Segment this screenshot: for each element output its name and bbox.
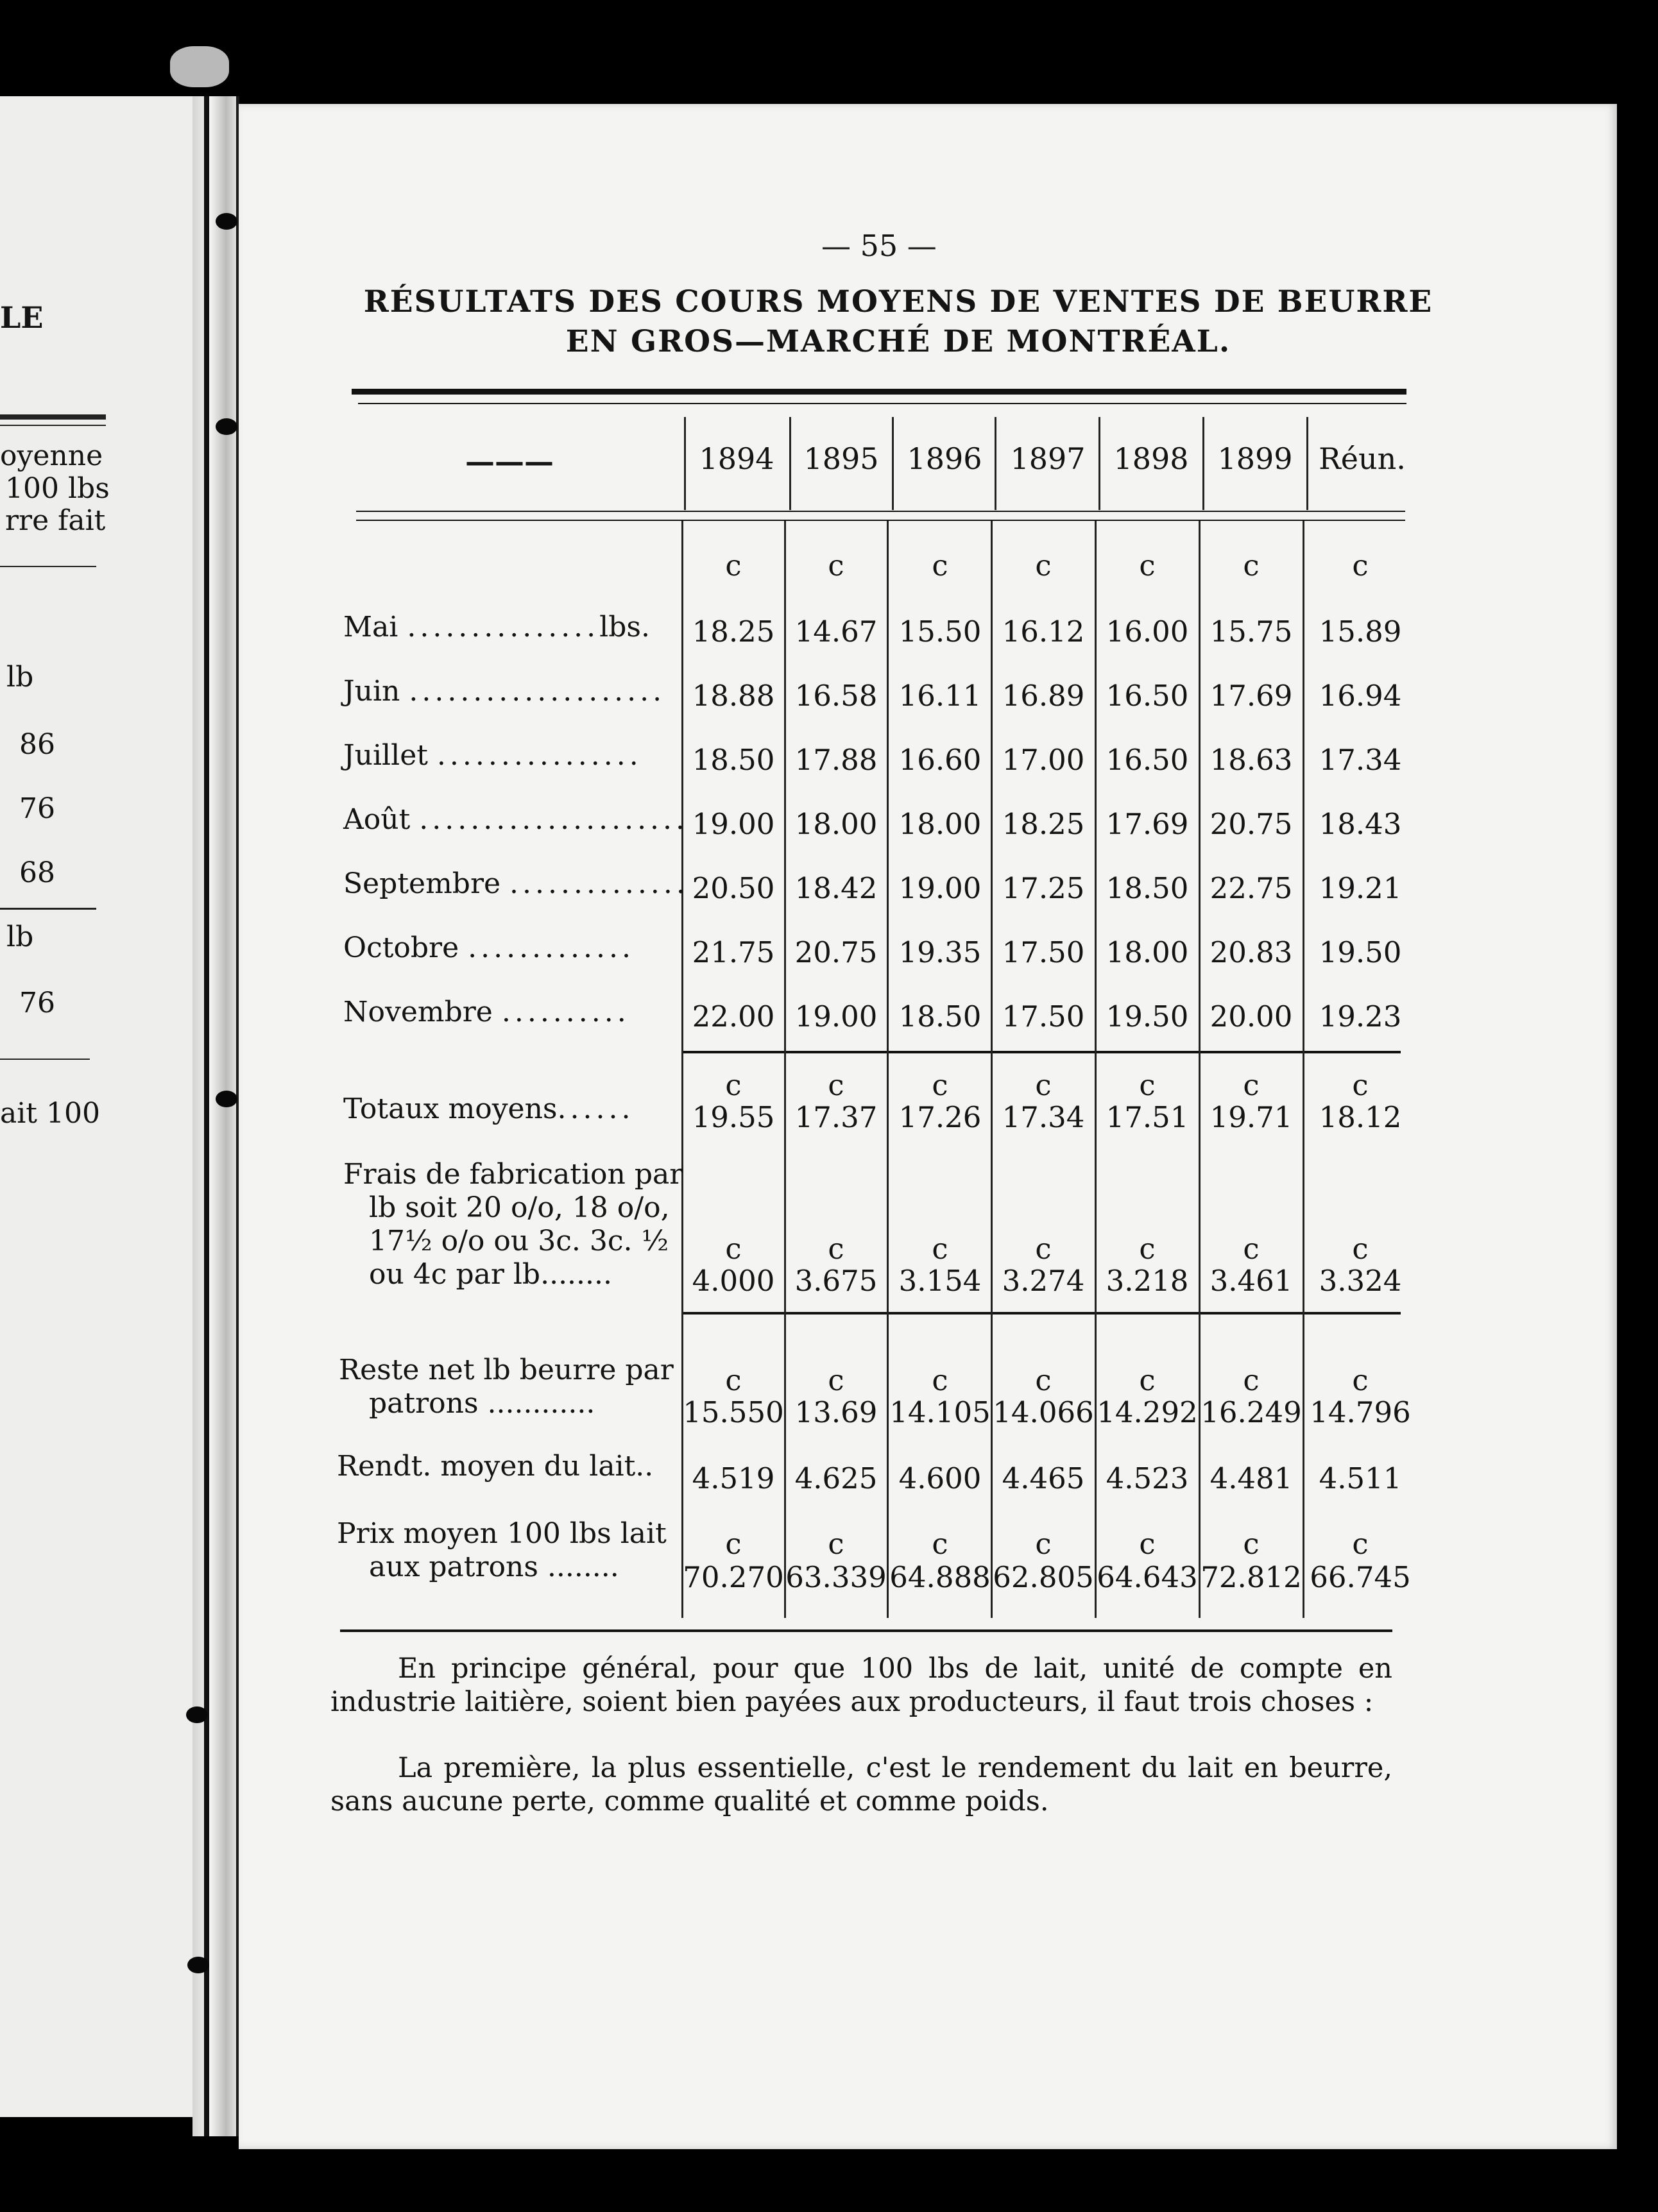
month-value: 15.89: [1319, 615, 1402, 649]
unit-label: c: [1352, 1527, 1369, 1561]
unit-label: c: [1035, 1363, 1052, 1397]
row-label: [343, 867, 689, 901]
row-label: Prix moyen 100 lbs lait: [337, 1517, 667, 1550]
column-header-reunion: Réun.: [1319, 441, 1406, 476]
row-label: patrons ............: [369, 1387, 595, 1420]
rendt-value: 4.465: [1002, 1461, 1085, 1495]
row-label-text: Totaux moyens: [343, 1093, 558, 1125]
column-rule: [1306, 417, 1308, 510]
binding-clip: [170, 46, 229, 87]
month-value: 20.75: [1209, 807, 1293, 841]
unit-label: c: [828, 1232, 844, 1266]
table-bottom-rule: [340, 1629, 1392, 1632]
unit-label: c: [1035, 549, 1052, 583]
frais-value: 3.218: [1106, 1264, 1189, 1298]
unit-label: c: [1352, 549, 1369, 583]
frais-value: 3.274: [1002, 1264, 1085, 1298]
left-page-text: lb: [6, 661, 34, 693]
column-header-1899: 1899: [1217, 441, 1293, 476]
unit-label: c: [932, 1527, 948, 1561]
totaux-value: 19.71: [1209, 1100, 1293, 1134]
stitch-mark: [187, 1957, 209, 1973]
unit-label: c: [1139, 1232, 1156, 1266]
unit-label: c: [828, 1068, 844, 1102]
month-value: 19.50: [1319, 935, 1402, 969]
leader-dots: ......: [557, 1093, 635, 1125]
month-value: 20.00: [1209, 1000, 1293, 1034]
left-page-text: 68: [19, 856, 55, 889]
unit-label: c: [725, 1363, 742, 1397]
month-value: 17.88: [794, 743, 878, 777]
reste-value: 13.69: [794, 1395, 878, 1429]
row-label: [343, 1093, 634, 1126]
rendt-value: 4.511: [1319, 1461, 1402, 1495]
subtotal-rule: [682, 1312, 1401, 1314]
column-header-1898: 1898: [1113, 441, 1189, 476]
unit-suffix: lbs.: [599, 611, 650, 643]
row-label-text: Octobre: [343, 932, 459, 964]
leader-dots: ...............: [407, 611, 600, 643]
paragraph: En principe général, pour que 100 lbs de lait, unité de compte en industrie laitière, soient bien payées aux producteurs, il faut trois choses :: [330, 1653, 1392, 1718]
rendt-value: 4.519: [692, 1461, 775, 1495]
row-label-text: Septembre: [343, 867, 501, 900]
unit-label: c: [932, 1232, 948, 1266]
rendt-value: 4.600: [898, 1461, 982, 1495]
unit-label: c: [1139, 1363, 1156, 1397]
row-label-text: Juillet: [343, 739, 428, 772]
month-value: 17.50: [1002, 1000, 1085, 1034]
row-label: [343, 739, 642, 772]
month-value: 21.75: [692, 935, 775, 969]
row-label-text: Juin: [343, 675, 400, 708]
row-label-text: Mai: [343, 611, 398, 643]
column-header-1896: 1896: [907, 441, 982, 476]
unit-label: c: [1352, 1068, 1369, 1102]
totaux-value: 18.12: [1319, 1100, 1402, 1134]
month-value: 16.58: [794, 679, 878, 713]
prix-value: 66.745: [1310, 1560, 1411, 1594]
month-value: 22.00: [692, 1000, 775, 1034]
frais-value: 3.154: [898, 1264, 982, 1298]
month-value: 19.00: [794, 1000, 878, 1034]
reste-value: 15.550: [683, 1395, 784, 1429]
unit-label: c: [932, 549, 948, 583]
month-value: 17.34: [1319, 743, 1402, 777]
month-value: 18.42: [794, 871, 878, 905]
totaux-value: 19.55: [692, 1100, 775, 1134]
rendt-value: 4.523: [1106, 1461, 1189, 1495]
reste-value: 16.249: [1201, 1395, 1302, 1429]
prix-value: 64.643: [1097, 1560, 1198, 1594]
unit-label: c: [1243, 1527, 1260, 1561]
left-page-text: 76: [19, 792, 55, 825]
prix-value: 63.339: [785, 1560, 887, 1594]
page-title: [334, 282, 1463, 362]
row-label: [343, 611, 650, 644]
leader-dots: .....................: [419, 803, 689, 836]
month-value: 17.69: [1209, 679, 1293, 713]
frais-value: 3.461: [1209, 1264, 1293, 1298]
month-value: 16.89: [1002, 679, 1085, 713]
row-label: [343, 996, 630, 1029]
month-value: 18.50: [692, 743, 775, 777]
row-label: Frais de fabrication par: [343, 1158, 683, 1191]
month-value: 19.21: [1319, 871, 1402, 905]
month-value: 18.00: [1106, 935, 1189, 969]
month-value: 18.25: [1002, 807, 1085, 841]
month-value: 20.75: [794, 935, 878, 969]
leader-dots: ..............: [509, 867, 689, 900]
left-page-rule: [0, 908, 96, 910]
table-top-rule: [352, 389, 1406, 395]
unit-label: c: [828, 1527, 844, 1561]
unit-label: c: [1243, 1068, 1260, 1102]
reste-value: 14.292: [1097, 1395, 1198, 1429]
unit-label: c: [725, 549, 742, 583]
totaux-value: 17.34: [1002, 1100, 1085, 1134]
month-value: 22.75: [1209, 871, 1293, 905]
column-rule: [1303, 521, 1304, 1618]
unit-label: c: [828, 1363, 844, 1397]
row-label-text: Novembre: [343, 996, 493, 1028]
unit-label: c: [1035, 1232, 1052, 1266]
unit-label: c: [1035, 1527, 1052, 1561]
unit-label: c: [1139, 1527, 1156, 1561]
left-page-text: lb: [6, 921, 34, 953]
month-value: 18.50: [1106, 871, 1189, 905]
prix-value: 64.888: [889, 1560, 991, 1594]
month-value: 18.00: [898, 807, 982, 841]
leader-dots: ..........: [501, 996, 630, 1028]
leader-dots: ................: [436, 739, 642, 772]
month-value: 16.00: [1106, 615, 1189, 649]
month-value: 14.67: [794, 615, 878, 649]
left-page-text: ait 100: [0, 1097, 100, 1130]
column-header-1895: 1895: [803, 441, 879, 476]
book-gutter: [192, 96, 237, 2136]
header-rule: [356, 511, 1405, 512]
prix-value: 62.805: [993, 1560, 1094, 1594]
column-header-1894: 1894: [699, 441, 774, 476]
left-page-text: LE: [0, 300, 44, 335]
header-dash: ———: [465, 444, 554, 479]
reste-value: 14.066: [993, 1395, 1094, 1429]
month-value: 19.23: [1319, 1000, 1402, 1034]
month-value: 17.00: [1002, 743, 1085, 777]
month-value: 17.50: [1002, 935, 1085, 969]
left-page-text: 86: [19, 728, 55, 761]
header-rule: [356, 520, 1405, 521]
unit-label: c: [1352, 1232, 1369, 1266]
unit-label: c: [828, 549, 844, 583]
paragraph: La première, la plus essentielle, c'est le rendement du lait en beurre, sans aucune perte, comme qualité et comme poids.: [330, 1752, 1392, 1817]
month-value: 18.63: [1209, 743, 1293, 777]
frais-value: 3.675: [794, 1264, 878, 1298]
stitch-mark: [216, 213, 237, 230]
month-value: 17.25: [1002, 871, 1085, 905]
month-value: 17.69: [1106, 807, 1189, 841]
month-value: 16.12: [1002, 615, 1085, 649]
month-value: 16.50: [1106, 743, 1189, 777]
month-value: 18.88: [692, 679, 775, 713]
page-number: — 55 —: [821, 228, 937, 263]
month-value: 18.25: [692, 615, 775, 649]
title-line-1: RÉSULTATS DES COURS MOYENS DE VENTES DE BEURRE: [363, 284, 1433, 319]
row-label: [343, 803, 688, 837]
month-value: 16.94: [1319, 679, 1402, 713]
table-top-rule: [358, 403, 1406, 404]
prix-value: 70.270: [683, 1560, 784, 1594]
left-page-text: 100 lbs: [5, 472, 110, 505]
reste-value: 14.796: [1310, 1395, 1411, 1429]
totaux-value: 17.51: [1106, 1100, 1189, 1134]
unit-label: c: [1035, 1068, 1052, 1102]
left-page-fragment: [0, 96, 221, 2117]
month-value: 20.83: [1209, 935, 1293, 969]
title-line-2: EN GROS—MARCHÉ DE MONTRÉAL.: [565, 324, 1231, 359]
totaux-value: 17.37: [794, 1100, 878, 1134]
leader-dots: .............: [468, 932, 635, 964]
unit-label: c: [725, 1527, 742, 1561]
left-page-rule: [0, 1059, 90, 1060]
row-label-text: Août: [343, 803, 411, 836]
unit-label: c: [1352, 1363, 1369, 1397]
month-value: 19.00: [692, 807, 775, 841]
unit-label: c: [1243, 1363, 1260, 1397]
month-value: 18.50: [898, 1000, 982, 1034]
unit-label: c: [932, 1068, 948, 1102]
left-page-text: oyenne: [0, 439, 103, 472]
subtotal-rule: [682, 1051, 1401, 1053]
unit-label: c: [1139, 549, 1156, 583]
column-header-1897: 1897: [1010, 441, 1086, 476]
unit-label: c: [1139, 1068, 1156, 1102]
left-page-rule: [0, 414, 106, 420]
prix-value: 72.812: [1201, 1560, 1302, 1594]
month-value: 15.50: [898, 615, 982, 649]
stitch-mark: [186, 1706, 208, 1723]
frais-value: 3.324: [1319, 1264, 1402, 1298]
totaux-value: 17.26: [898, 1100, 982, 1134]
left-page-rule: [0, 425, 106, 426]
row-label: [343, 675, 665, 708]
month-value: 15.75: [1209, 615, 1293, 649]
rendt-value: 4.625: [794, 1461, 878, 1495]
row-label: ou 4c par lb........: [369, 1258, 612, 1291]
month-value: 18.00: [794, 807, 878, 841]
month-value: 19.50: [1106, 1000, 1189, 1034]
reste-value: 14.105: [889, 1395, 991, 1429]
row-label: Reste net lb beurre par: [339, 1354, 674, 1386]
month-value: 16.50: [1106, 679, 1189, 713]
unit-label: c: [1243, 549, 1260, 583]
month-value: 19.35: [898, 935, 982, 969]
row-label: aux patrons ........: [369, 1551, 619, 1583]
row-label: [343, 932, 635, 965]
month-value: 20.50: [692, 871, 775, 905]
spine-line: [204, 96, 209, 2136]
rendt-value: 4.481: [1209, 1461, 1293, 1495]
left-page-rule: [0, 566, 96, 567]
month-value: 18.43: [1319, 807, 1402, 841]
frais-value: 4.000: [692, 1264, 775, 1298]
month-value: 16.60: [898, 743, 982, 777]
row-label: 17½ o/o ou 3c. 3c. ½: [369, 1225, 669, 1257]
unit-label: c: [725, 1232, 742, 1266]
unit-label: c: [725, 1068, 742, 1102]
left-page-text: 76: [19, 987, 55, 1019]
unit-label: c: [932, 1363, 948, 1397]
month-value: 16.11: [898, 679, 982, 713]
unit-label: c: [1243, 1232, 1260, 1266]
left-page-text: rre fait: [5, 504, 106, 537]
row-label: Rendt. moyen du lait..: [337, 1450, 654, 1483]
stitch-mark: [216, 418, 237, 435]
month-value: 19.00: [898, 871, 982, 905]
row-label: lb soit 20 o/o, 18 o/o,: [369, 1191, 670, 1224]
stitch-mark: [216, 1091, 237, 1107]
leader-dots: ....................: [409, 675, 666, 708]
